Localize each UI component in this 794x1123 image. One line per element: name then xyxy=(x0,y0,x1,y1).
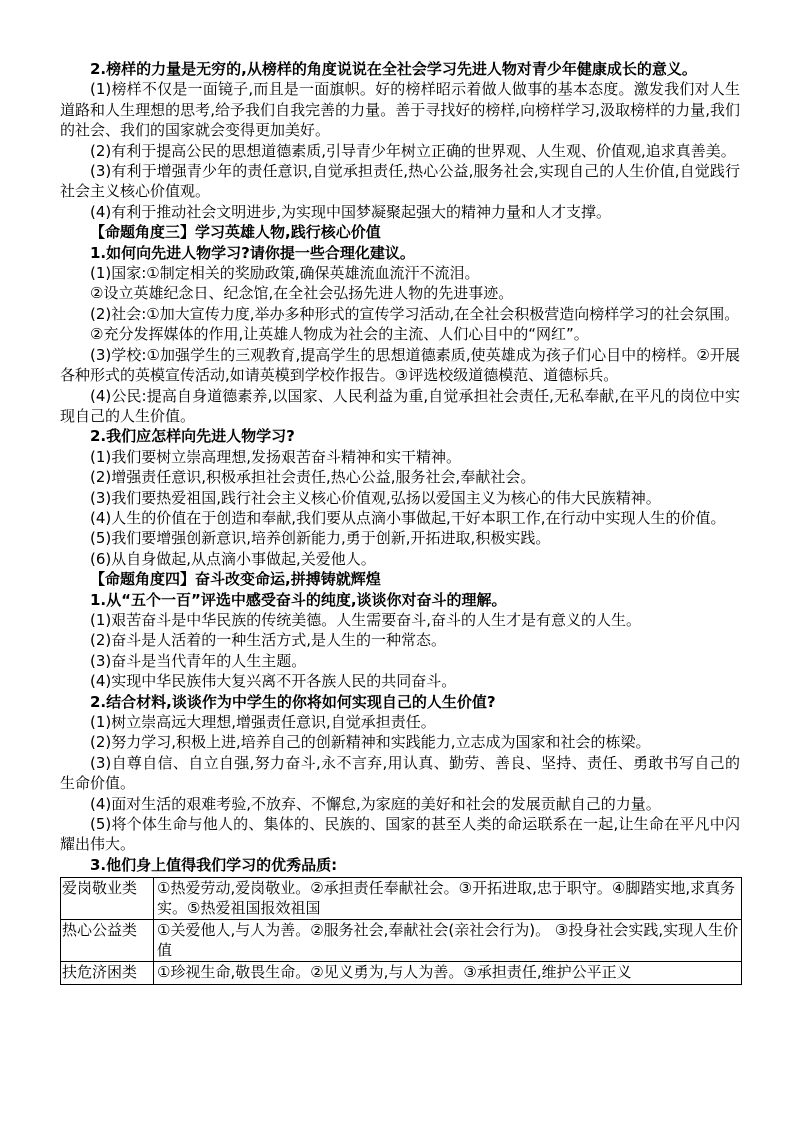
content-cell: ①关爱他人,与人为善。②服务社会,奉献社会(亲社会行为)。 ③投身社会实践,实现人生价值 xyxy=(154,920,742,962)
answer-paragraph: (4)公民:提高自身道德素养,以国家、人民利益为重,自觉承担社会责任,无私奉献,在平凡的岗位中实现自己的人生价值。 xyxy=(60,386,740,425)
answer-paragraph: (4)实现中华民族伟大复兴离不开各族人民的共同奋斗。 xyxy=(90,672,457,691)
answer-paragraph: (1)国家:①制定相关的奖励政策,确保英雄流血流汗不流泪。 xyxy=(90,264,480,283)
answer-paragraph: (5)将个体生命与他人的、集体的、民族的、国家的甚至人类的命运联系在一起,让生命在平凡中闪耀出伟大。 xyxy=(60,815,740,854)
answer-paragraph: (2)努力学习,积极上进,培养自己的创新精神和实践能力,立志成为国家和社会的栋梁。 xyxy=(90,733,651,752)
document-body xyxy=(60,59,740,985)
answer-paragraph: (4)面对生活的艰难考验,不放弃、不懈怠,为家庭的美好和社会的发展贡献自己的力量。 xyxy=(90,794,661,813)
question-heading: 2.结合材料,谈谈作为中学生的你将如何实现自己的人生价值? xyxy=(90,692,496,711)
question-heading: 1.如何向先进人物学习?请你提一些合理化建议。 xyxy=(90,243,415,262)
content-cell: ①热爱劳动,爱岗敬业。②承担责任奉献社会。③开拓进取,忠于职守。④脚踏实地,求真务实。⑤热爱祖国报效祖国 xyxy=(154,878,742,920)
qualities-table xyxy=(60,877,742,985)
table-row xyxy=(61,962,742,985)
question-heading: 3.他们身上值得我们学习的优秀品质: xyxy=(90,855,338,874)
answer-paragraph: (3)有利于增强青少年的责任意识,自觉承担责任,热心公益,服务社会,实现自己的人生价值,自觉践行社会主义核心价值观。 xyxy=(60,162,740,201)
answer-paragraph: (5)我们要增强创新意识,培养创新能力,勇于创新,开拓进取,积极实践。 xyxy=(90,529,551,548)
category-cell: 扶危济困类 xyxy=(61,962,154,985)
answer-paragraph: (2)社会:①加大宣传力度,举办多种形式的宣传学习活动,在全社会积极营造向榜样学习的社会氛围。 xyxy=(90,304,740,323)
question-heading: 1.从“五个一百”评选中感受奋斗的纯度,谈谈你对奋斗的理解。 xyxy=(90,590,507,609)
category-cell: 热心公益类 xyxy=(61,920,154,962)
answer-paragraph: (1)艰苦奋斗是中华民族的传统美德。人生需要奋斗,奋斗的人生才是有意义的人生。 xyxy=(90,610,642,629)
answer-paragraph: (3)学校:①加强学生的三观教育,提高学生的思想道德素质,使英雄成为孩子们心目中的榜样。②开展各种形式的英模宣传活动,如请英模到学校作报告。③评选校级道德模范、道德标兵。 xyxy=(60,345,740,385)
answer-paragraph: (3)我们要热爱祖国,践行社会主义核心价值观,弘扬以爱国主义为核心的伟大民族精神。 xyxy=(90,488,661,507)
answer-paragraph: (2)增强责任意识,积极承担社会责任,热心公益,服务社会,奉献社会。 xyxy=(90,468,536,487)
table-row xyxy=(61,878,742,920)
question-heading: 2.我们应怎样向先进人物学习? xyxy=(90,427,295,446)
answer-paragraph: ②充分发挥媒体的作用,让英雄人物成为社会的主流、人们心目中的“网红”。 xyxy=(90,325,589,344)
table-row xyxy=(61,920,742,962)
answer-paragraph: (4)有利于推动社会文明进步,为实现中国梦凝聚起强大的精神力量和人才支撑。 xyxy=(90,202,612,221)
question-heading: 2.榜样的力量是无穷的,从榜样的角度说说在全社会学习先进人物对青少年健康成长的意义。 xyxy=(90,60,697,78)
answer-paragraph: (3)奋斗是当代青年的人生主题。 xyxy=(90,651,307,670)
answer-paragraph: (6)从自身做起,从点滴小事做起,关爱他人。 xyxy=(90,549,376,568)
section-heading: 【命题角度三】学习英雄人物,践行核心价值 xyxy=(90,223,381,242)
answer-paragraph: (2)有利于提高公民的思想道德素质,引导青少年树立正确的世界观、人生观、价值观,追求真善美。 xyxy=(90,141,736,160)
answer-paragraph: (1)树立崇高远大理想,增强责任意识,自觉承担责任。 xyxy=(90,713,436,731)
section-heading: 【命题角度四】奋斗改变命运,拼搏铸就辉煌 xyxy=(90,570,381,589)
answer-paragraph: (2)奋斗是人活着的一种生活方式,是人生的一种常态。 xyxy=(90,631,447,650)
category-cell: 爱岗敬业类 xyxy=(61,878,154,920)
answer-paragraph: (1)榜样不仅是一面镜子,而且是一面旗帜。好的榜样昭示着做人做事的基本态度。激发我们对人生道路和人生理想的思考,给予我们自我完善的力量。善于寻找好的榜样,向榜样学习,汲取榜样的力量,我们的社会、我们的国家就会变得更加美好。 xyxy=(60,80,740,140)
answer-paragraph: (3)自尊自信、自立自强,努力奋斗,永不言弃,用认真、勤劳、善良、坚持、责任、勇敢书写自己的生命价值。 xyxy=(60,753,740,793)
answer-paragraph: ②设立英雄纪念日、纪念馆,在全社会弘扬先进人物的先进事迹。 xyxy=(90,284,514,303)
content-cell: ①珍视生命,敬畏生命。②见义勇为,与人为善。③承担责任,维护公平正义 xyxy=(154,962,742,985)
answer-paragraph: (1)我们要树立崇高理想,发扬艰苦奋斗精神和实干精神。 xyxy=(90,447,462,466)
answer-paragraph: (4)人生的价值在于创造和奉献,我们要从点滴小事做起,干好本职工作,在行动中实现人生的价值。 xyxy=(90,508,726,527)
